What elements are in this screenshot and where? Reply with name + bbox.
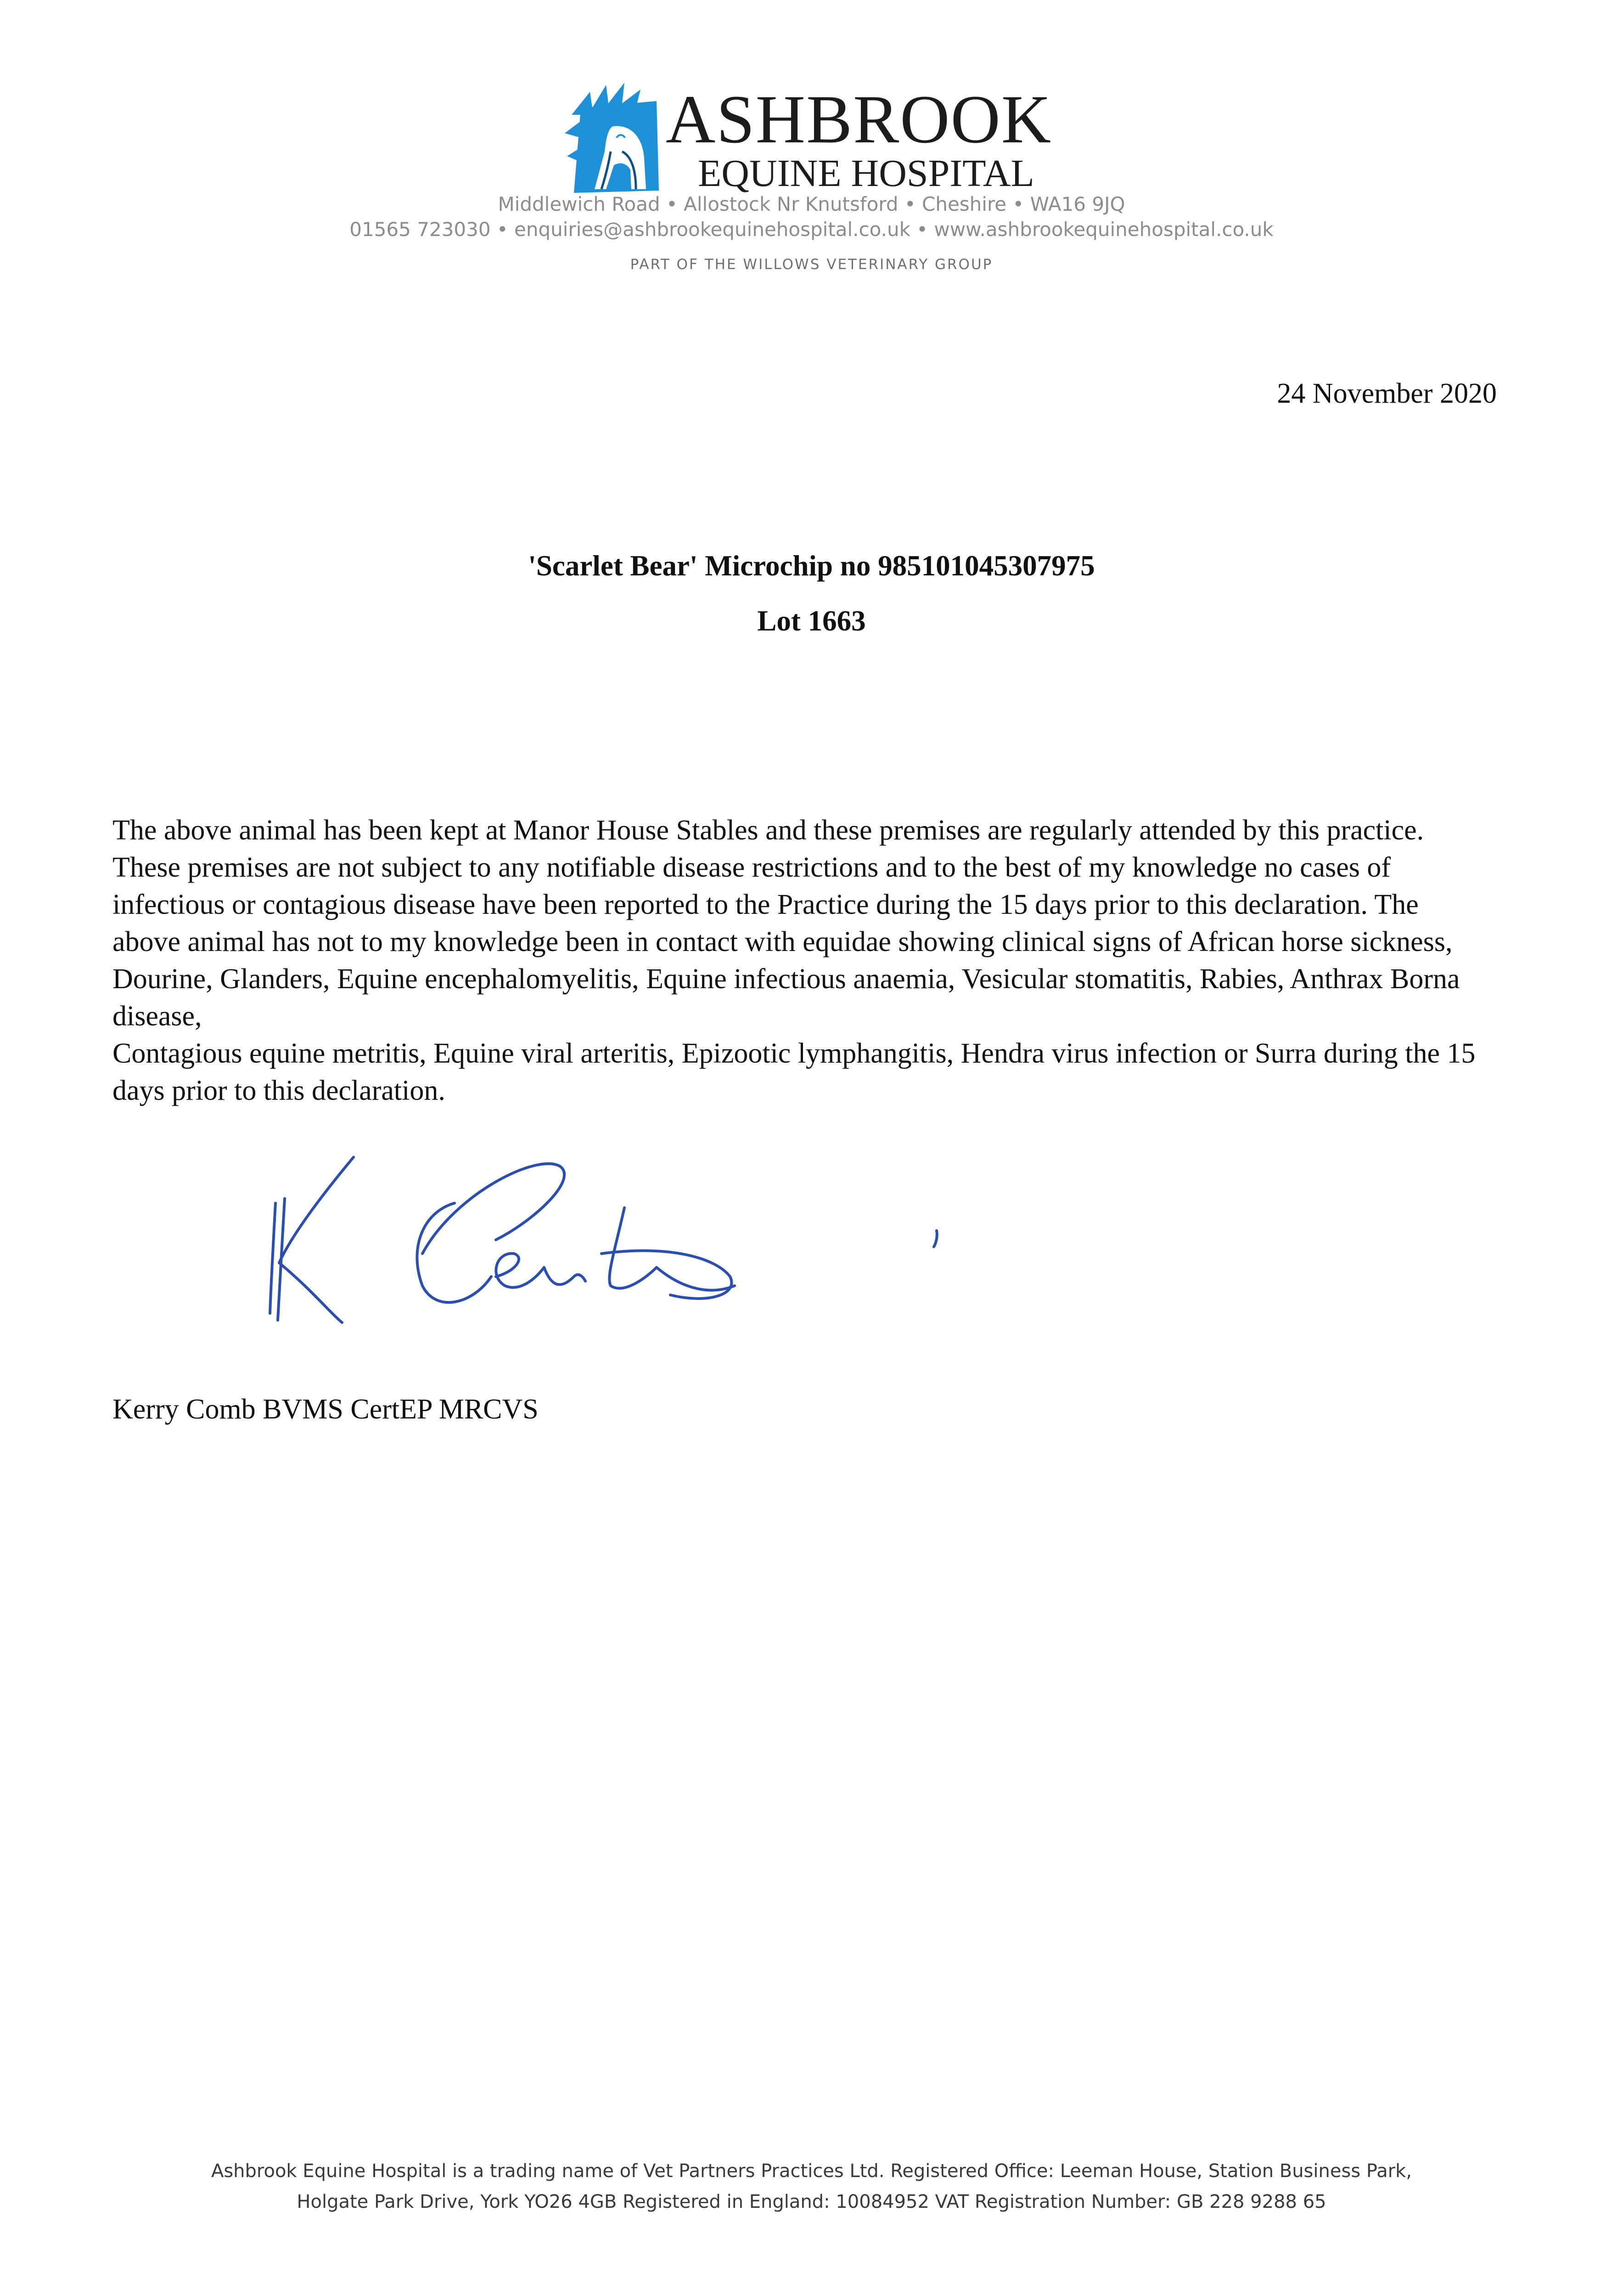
footer-line: Holgate Park Drive, York YO26 4GB Registered in England: 10084952 VAT Registration Number: GB 228 9288 65 [297, 2191, 1326, 2212]
letter-date: 24 November 2020 [1277, 378, 1497, 409]
declaration-paragraph: Contagious equine metritis, Equine viral arteritis, Epizootic lymphangitis, Hendra virus infection or Surra during the 15 days prior to this declaration. [112, 1038, 1476, 1106]
lot-number: Lot 1663 [757, 605, 866, 637]
footer-line: Ashbrook Equine Hospital is a trading name of Vet Partners Practices Ltd. Registered Office: Leeman House, Station Business Park, [211, 2161, 1412, 2182]
signature [257, 1139, 992, 1341]
brand-subtitle: EQUINE HOSPITAL [698, 152, 1034, 195]
subject-line: 'Scarlet Bear' Microchip no 985101045307975 [528, 550, 1095, 582]
letterhead-group: PART OF THE WILLOWS VETERINARY GROUP [630, 256, 993, 273]
declaration-body [112, 812, 1485, 1109]
letterhead-contact: 01565 723030 • enquiries@ashbrookequinehospital.co.uk • www.ashbrookequinehospital.co.uk [349, 218, 1274, 241]
brand-name: ASHBROOK [666, 81, 1052, 158]
letterhead-address: Middlewich Road • Allostock Nr Knutsford • Cheshire • WA16 9JQ [498, 193, 1125, 215]
horse-head-icon [562, 83, 661, 195]
signatory-name: Kerry Comb BVMS CertEP MRCVS [112, 1394, 539, 1425]
declaration-paragraph: The above animal has been kept at Manor House Stables and these premises are regularly attended by this practice. These premises are not subject to any notifiable disease restrictions and to the best of my knowledge no cases of infectious or contagious disease have been reported to the Practice during the 15 days prior to this declaration. The above animal has not to my knowledge been in contact with equidae showing clinical signs of African horse sickness, Dourine, Glanders, Equine encephalomyelitis, Equine infectious anaemia, Vesicular stomatitis, Rabies, Anthrax Borna disease, [112, 815, 1460, 1032]
